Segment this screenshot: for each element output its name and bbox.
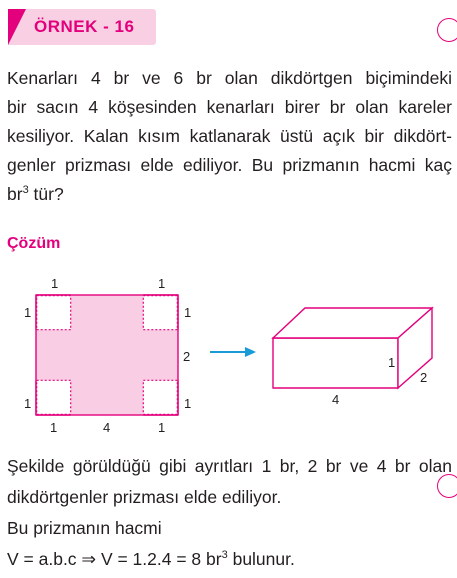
prism-drawing xyxy=(273,308,432,388)
question-line-5 xyxy=(7,180,452,209)
prism-front-face xyxy=(273,338,398,388)
cutout-bottom-right xyxy=(143,380,177,414)
example-badge-label: ÖRNEK - 16 xyxy=(34,17,135,36)
solution-title: Çözüm xyxy=(7,235,61,252)
question-line-2: bir sacın 4 köşesinden kenarları birer br olan kareler xyxy=(7,97,452,117)
question-line-1: Kenarları 4 br ve 6 br olan dikdörtgen biçimindeki xyxy=(7,68,452,88)
net-label-top-right: 1 xyxy=(158,276,166,291)
edge-circle-marker-top xyxy=(437,18,457,42)
prism-label-depth: 2 xyxy=(420,370,428,385)
question-line-3: kesiliyor. Kalan kısım katlanarak üstü açık bir dikdört- xyxy=(7,126,452,146)
volume-exponent: 3 xyxy=(221,549,228,562)
net-label-bottom-left: 1 xyxy=(50,420,58,435)
answer-line-2: dikdörtgenler prizması elde ediliyor. xyxy=(7,487,282,507)
net-label-left-bottom: 1 xyxy=(24,396,32,411)
question-text xyxy=(7,64,452,209)
answer-line-3: Bu prizmanın hacmi xyxy=(7,518,162,538)
cutout-bottom-left xyxy=(37,380,71,414)
question-line-4: genler prizması elde ediliyor. Bu prizmanın hacmi kaç xyxy=(7,155,452,175)
net-label-right-mid: 2 xyxy=(183,349,191,364)
answer-ending: bulunur. xyxy=(227,549,295,569)
answer-text xyxy=(7,452,452,576)
net-label-right-top: 1 xyxy=(184,305,192,320)
unit-br: br xyxy=(7,184,23,204)
cutout-top-right xyxy=(143,296,177,330)
prism-label-height: 1 xyxy=(388,355,396,370)
cutout-top-left xyxy=(37,296,71,330)
prism-label-length: 4 xyxy=(332,392,340,407)
badge-accent-triangle xyxy=(8,9,26,45)
net-label-right-bottom: 1 xyxy=(184,396,192,411)
solution-figure xyxy=(0,270,457,442)
volume-formula: V = a.b.c ⇒ V = 1.2.4 = 8 br xyxy=(7,549,222,569)
unit-exponent: 3 xyxy=(22,184,29,197)
right-arrow-icon xyxy=(210,347,256,357)
net-label-bottom-right: 1 xyxy=(158,420,166,435)
net-label-bottom-mid: 4 xyxy=(103,420,111,435)
net-label-left-top: 1 xyxy=(24,305,32,320)
question-ending: tür? xyxy=(28,184,64,204)
net-label-top-left: 1 xyxy=(51,276,59,291)
answer-line-1: Şekilde görüldüğü gibi ayrıtları 1 br, 2 br ve 4 br olan xyxy=(7,456,452,476)
answer-line-4 xyxy=(7,545,452,576)
